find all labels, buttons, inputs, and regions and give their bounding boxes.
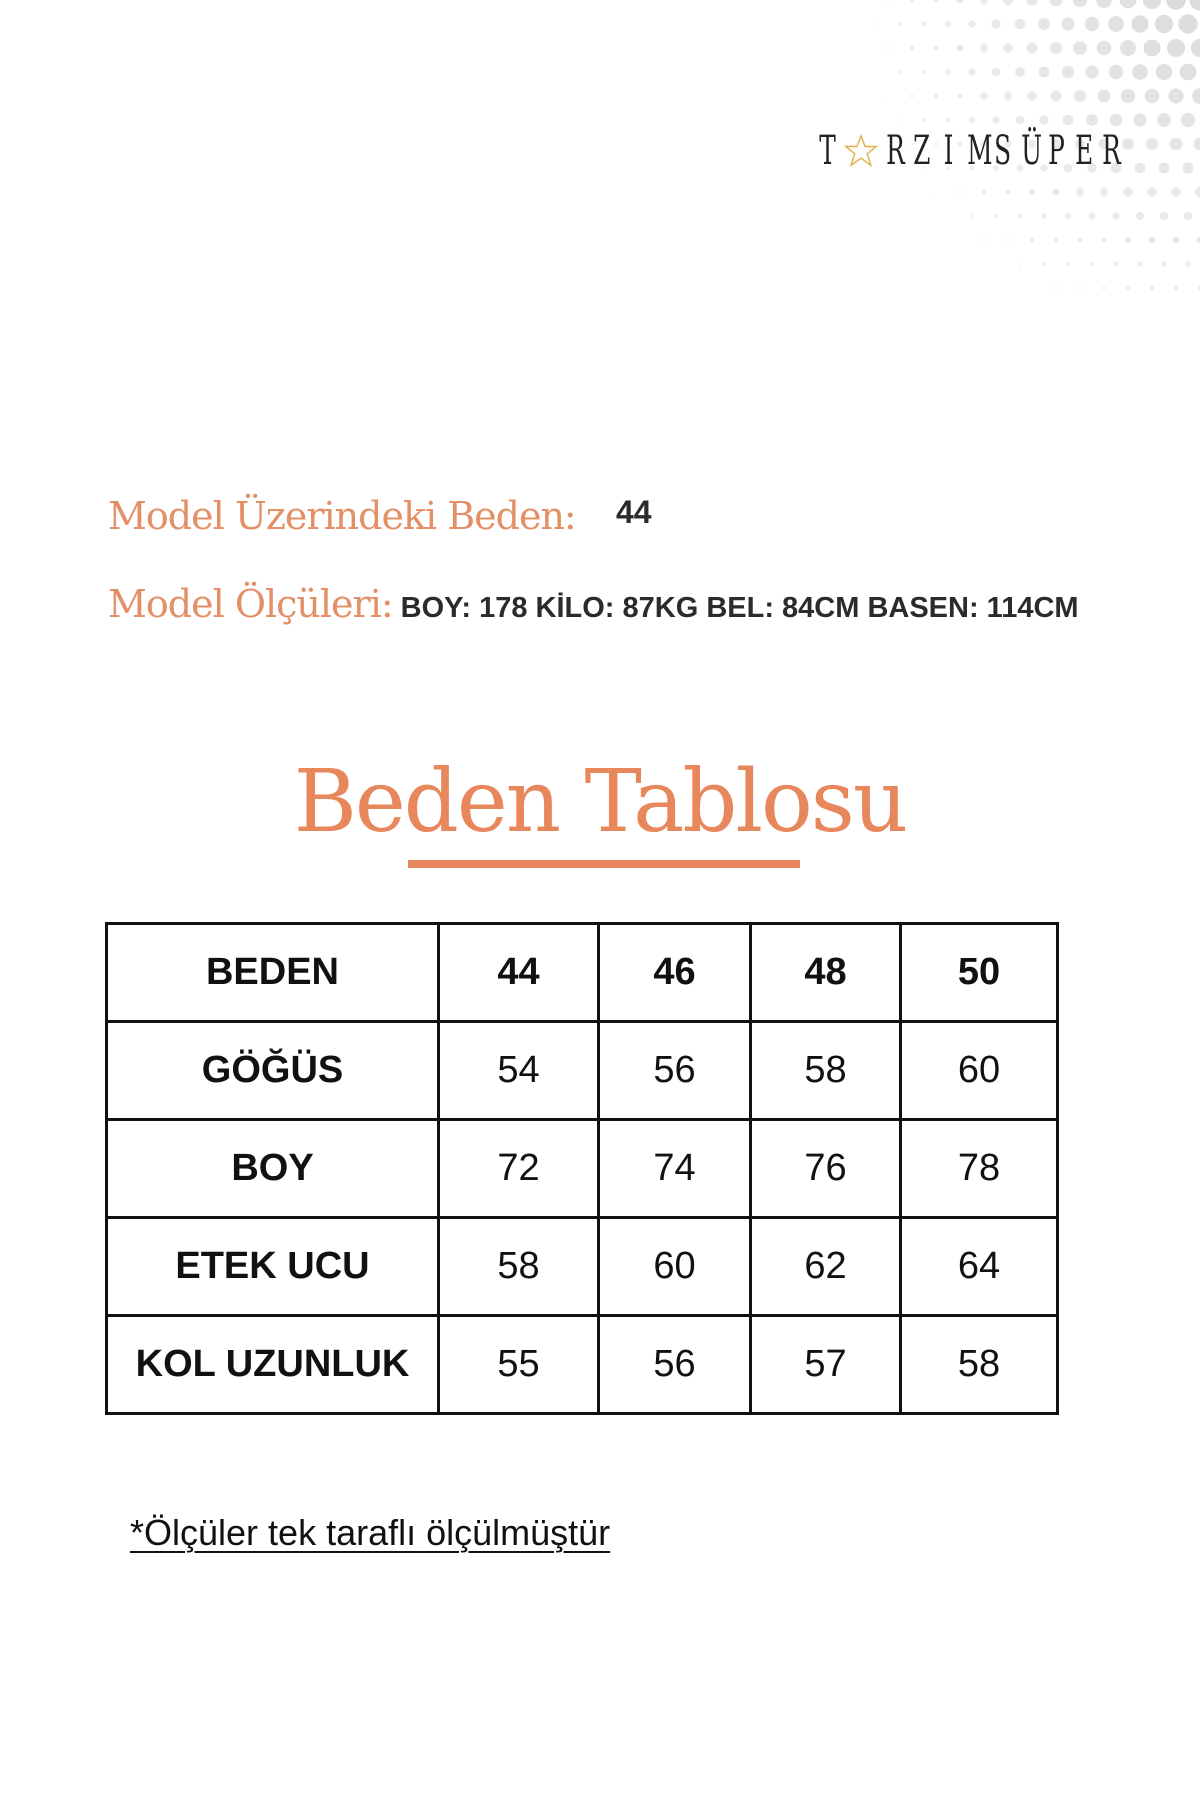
halftone-dot [968, 20, 976, 28]
row-label: ETEK UCU [107, 1218, 439, 1316]
logo-letter: R [886, 128, 905, 174]
halftone-dot [1062, 66, 1074, 78]
star-icon [843, 134, 879, 168]
halftone-dot [1055, 287, 1057, 289]
model-measurements-line [108, 582, 1079, 626]
halftone-dot [980, 0, 989, 4]
brand-logo [814, 128, 1124, 174]
halftone-dot [1027, 43, 1038, 54]
halftone-dot [1133, 113, 1146, 126]
halftone-dot [1052, 188, 1059, 195]
halftone-dot [1125, 237, 1132, 244]
header-cell: BEDEN [107, 924, 439, 1022]
halftone-dot [1195, 187, 1200, 197]
halftone-dot [1102, 286, 1106, 290]
header-cell: 46 [599, 924, 751, 1022]
halftone-dot [1073, 41, 1087, 55]
table-cell: 72 [439, 1120, 599, 1218]
table-cell: 60 [901, 1022, 1058, 1120]
model-measurements-label: Model Ölçüleri: [108, 582, 393, 626]
halftone-dot [1171, 187, 1181, 197]
halftone-dot [1038, 18, 1050, 30]
table-cell: 57 [751, 1316, 901, 1414]
halftone-dot [1016, 116, 1025, 125]
halftone-dot [1074, 90, 1086, 102]
halftone-dot [945, 21, 951, 27]
halftone-dot [1194, 138, 1200, 151]
halftone-dot [1077, 237, 1083, 243]
halftone-dot [1018, 214, 1023, 219]
row-label: KOL UZUNLUK [107, 1316, 439, 1414]
halftone-dot [875, 23, 877, 25]
halftone-dot [910, 46, 914, 50]
halftone-dot [1027, 91, 1037, 101]
halftone-dot [1108, 16, 1124, 32]
logo-letter: Z [913, 128, 931, 174]
halftone-dot [1063, 115, 1074, 126]
halftone-dot [1166, 0, 1186, 10]
halftone-dot [958, 190, 961, 193]
halftone-dot [1090, 262, 1095, 267]
halftone-dot [1120, 0, 1137, 8]
halftone-dot [1004, 92, 1013, 101]
halftone-dot [1015, 67, 1025, 77]
halftone-dot [1097, 89, 1110, 102]
halftone-dot [922, 118, 926, 122]
title-underline [408, 860, 800, 868]
halftone-dot [922, 70, 927, 75]
halftone-dot [1061, 17, 1074, 30]
halftone-dot [956, 0, 963, 4]
halftone-dot [1161, 261, 1167, 267]
halftone-dot [1155, 15, 1174, 34]
halftone-dot [1160, 212, 1168, 220]
halftone-dot [1150, 286, 1154, 290]
table-cell: 64 [901, 1218, 1058, 1316]
header-cell: 44 [439, 924, 599, 1022]
halftone-dot [1120, 40, 1136, 56]
table-cell: 62 [751, 1218, 901, 1316]
halftone-dot [887, 95, 889, 97]
model-size-label: Model Üzerindeki Beden: [108, 494, 576, 538]
halftone-dot [1073, 0, 1087, 7]
halftone-dot [910, 94, 914, 98]
halftone-dot [1191, 39, 1200, 57]
halftone-dot [1174, 286, 1178, 290]
halftone-dot [1038, 66, 1049, 77]
halftone-dot [898, 70, 901, 73]
halftone-dot [1121, 89, 1135, 103]
halftone-dot [1101, 237, 1107, 243]
halftone-dot [1136, 212, 1144, 220]
halftone-dot [1137, 261, 1142, 266]
halftone-dot [1086, 114, 1098, 126]
halftone-dot [1190, 0, 1200, 11]
halftone-dot [1156, 64, 1172, 80]
halftone-dot [1110, 114, 1123, 127]
table-row [107, 1120, 1058, 1218]
halftone-dot [1015, 19, 1026, 30]
size-table [105, 922, 1059, 1415]
table-cell: 58 [751, 1022, 901, 1120]
halftone-dot [1132, 64, 1148, 80]
halftone-dot [1100, 188, 1109, 197]
halftone-dot [910, 0, 914, 2]
halftone-dot [1054, 238, 1059, 243]
halftone-dot [968, 68, 975, 75]
halftone-dot [1145, 89, 1160, 104]
table-cell: 55 [439, 1316, 599, 1414]
halftone-dot [1042, 262, 1045, 265]
halftone-dot [1172, 236, 1179, 243]
page-title: Beden Tablosu [293, 752, 907, 852]
table-cell: 54 [439, 1022, 599, 1120]
table-cell: 56 [599, 1022, 751, 1120]
halftone-dot [1185, 261, 1191, 267]
halftone-dot [982, 190, 986, 194]
halftone-dot [1041, 213, 1047, 219]
halftone-dot [887, 47, 890, 50]
halftone-dot [933, 0, 939, 3]
halftone-dot [1181, 113, 1195, 127]
halftone-dot [1003, 0, 1013, 5]
halftone-dot [935, 191, 937, 193]
table-row [107, 1022, 1058, 1120]
halftone-dot [1050, 42, 1062, 54]
halftone-dot [1184, 212, 1193, 221]
halftone-dot [994, 214, 998, 218]
row-label: BOY [107, 1120, 439, 1218]
halftone-dot [1050, 0, 1063, 6]
halftone-dot [1006, 238, 1009, 241]
table-cell: 56 [599, 1316, 751, 1414]
halftone-dot [1131, 15, 1148, 32]
model-size-line [108, 494, 652, 538]
halftone-dot [1003, 43, 1013, 53]
halftone-dot [957, 45, 964, 52]
halftone-dot [1085, 17, 1100, 32]
halftone-dot [1168, 88, 1183, 103]
halftone-dot [957, 93, 963, 99]
halftone-dot [1123, 187, 1132, 196]
table-row [107, 1316, 1058, 1414]
halftone-dot [946, 118, 951, 123]
halftone-dot [1180, 64, 1197, 81]
halftone-dot [1147, 187, 1157, 197]
halftone-dot [1109, 65, 1124, 80]
halftone-dot [983, 239, 985, 241]
table-row [107, 1218, 1058, 1316]
halftone-dot [1158, 162, 1169, 173]
table-cell: 58 [901, 1316, 1058, 1414]
halftone-dot [1126, 286, 1130, 290]
halftone-dot [980, 92, 987, 99]
halftone-dot [1065, 213, 1071, 219]
logo-letter: M [967, 128, 993, 174]
halftone-dot [1078, 286, 1081, 289]
logo-letter: S [994, 128, 1012, 174]
halftone-dot [945, 69, 951, 75]
halftone-dot [1143, 39, 1160, 56]
halftone-dot [1096, 0, 1111, 8]
halftone-dot [1135, 163, 1146, 174]
halftone-dot [992, 116, 999, 123]
halftone-dot [1029, 189, 1035, 195]
table-cell: 74 [599, 1120, 751, 1218]
halftone-dot [969, 117, 975, 123]
halftone-dot [898, 22, 902, 26]
halftone-dot [1050, 90, 1061, 101]
header-cell: 50 [901, 924, 1058, 1022]
halftone-dot [1192, 88, 1200, 103]
halftone-dot [934, 94, 939, 99]
table-cell: 58 [439, 1218, 599, 1316]
halftone-dot [1167, 39, 1185, 57]
halftone-dot [1146, 138, 1158, 150]
halftone-dot [1066, 262, 1070, 266]
halftone-dot [1030, 238, 1034, 242]
halftone-dot [1178, 14, 1197, 33]
halftone-dot [1113, 261, 1118, 266]
halftone-dot [886, 0, 889, 2]
halftone-dot [991, 19, 1000, 28]
logo-letter: Ü [1021, 128, 1043, 174]
halftone-dot [1112, 212, 1120, 220]
halftone-dot [1182, 162, 1193, 173]
halftone-dot [1088, 212, 1095, 219]
halftone-dot [1196, 236, 1200, 243]
table-cell: 76 [751, 1120, 901, 1218]
logo-letter: R [1102, 128, 1121, 174]
halftone-dot [1170, 138, 1183, 151]
halftone-dot [921, 21, 926, 26]
logo-letter: E [1075, 128, 1094, 174]
halftone-dot [933, 45, 939, 51]
halftone-dot [992, 68, 1001, 77]
halftone-dot [1157, 113, 1171, 127]
halftone-dot [980, 44, 988, 52]
halftone-dot [1097, 41, 1112, 56]
logo-letter: T [819, 128, 836, 174]
halftone-dot [1005, 189, 1010, 194]
row-label: GÖĞÜS [107, 1022, 439, 1120]
halftone-dot [1085, 65, 1099, 79]
halftone-dot [899, 119, 901, 121]
halftone-dot [1076, 188, 1084, 196]
logo-letter: I [943, 128, 954, 174]
halftone-dot [1149, 237, 1156, 244]
halftone-dot [1019, 263, 1022, 266]
halftone-dot [1143, 0, 1161, 9]
header-cell: 48 [751, 924, 901, 1022]
halftone-dot [971, 215, 974, 218]
halftone-dot [1039, 115, 1049, 125]
model-measurements-value: BOY: 178 KİLO: 87KG BEL: 84CM BASEN: 114CM [400, 592, 1079, 624]
halftone-dot [1026, 0, 1037, 6]
footnote: *Ölçüler tek taraflı ölçülmüştür [130, 1512, 611, 1553]
model-size-value: 44 [616, 494, 652, 530]
table-header-row [107, 924, 1058, 1022]
table-cell: 60 [599, 1218, 751, 1316]
table-cell: 78 [901, 1120, 1058, 1218]
logo-letter: P [1048, 128, 1065, 174]
